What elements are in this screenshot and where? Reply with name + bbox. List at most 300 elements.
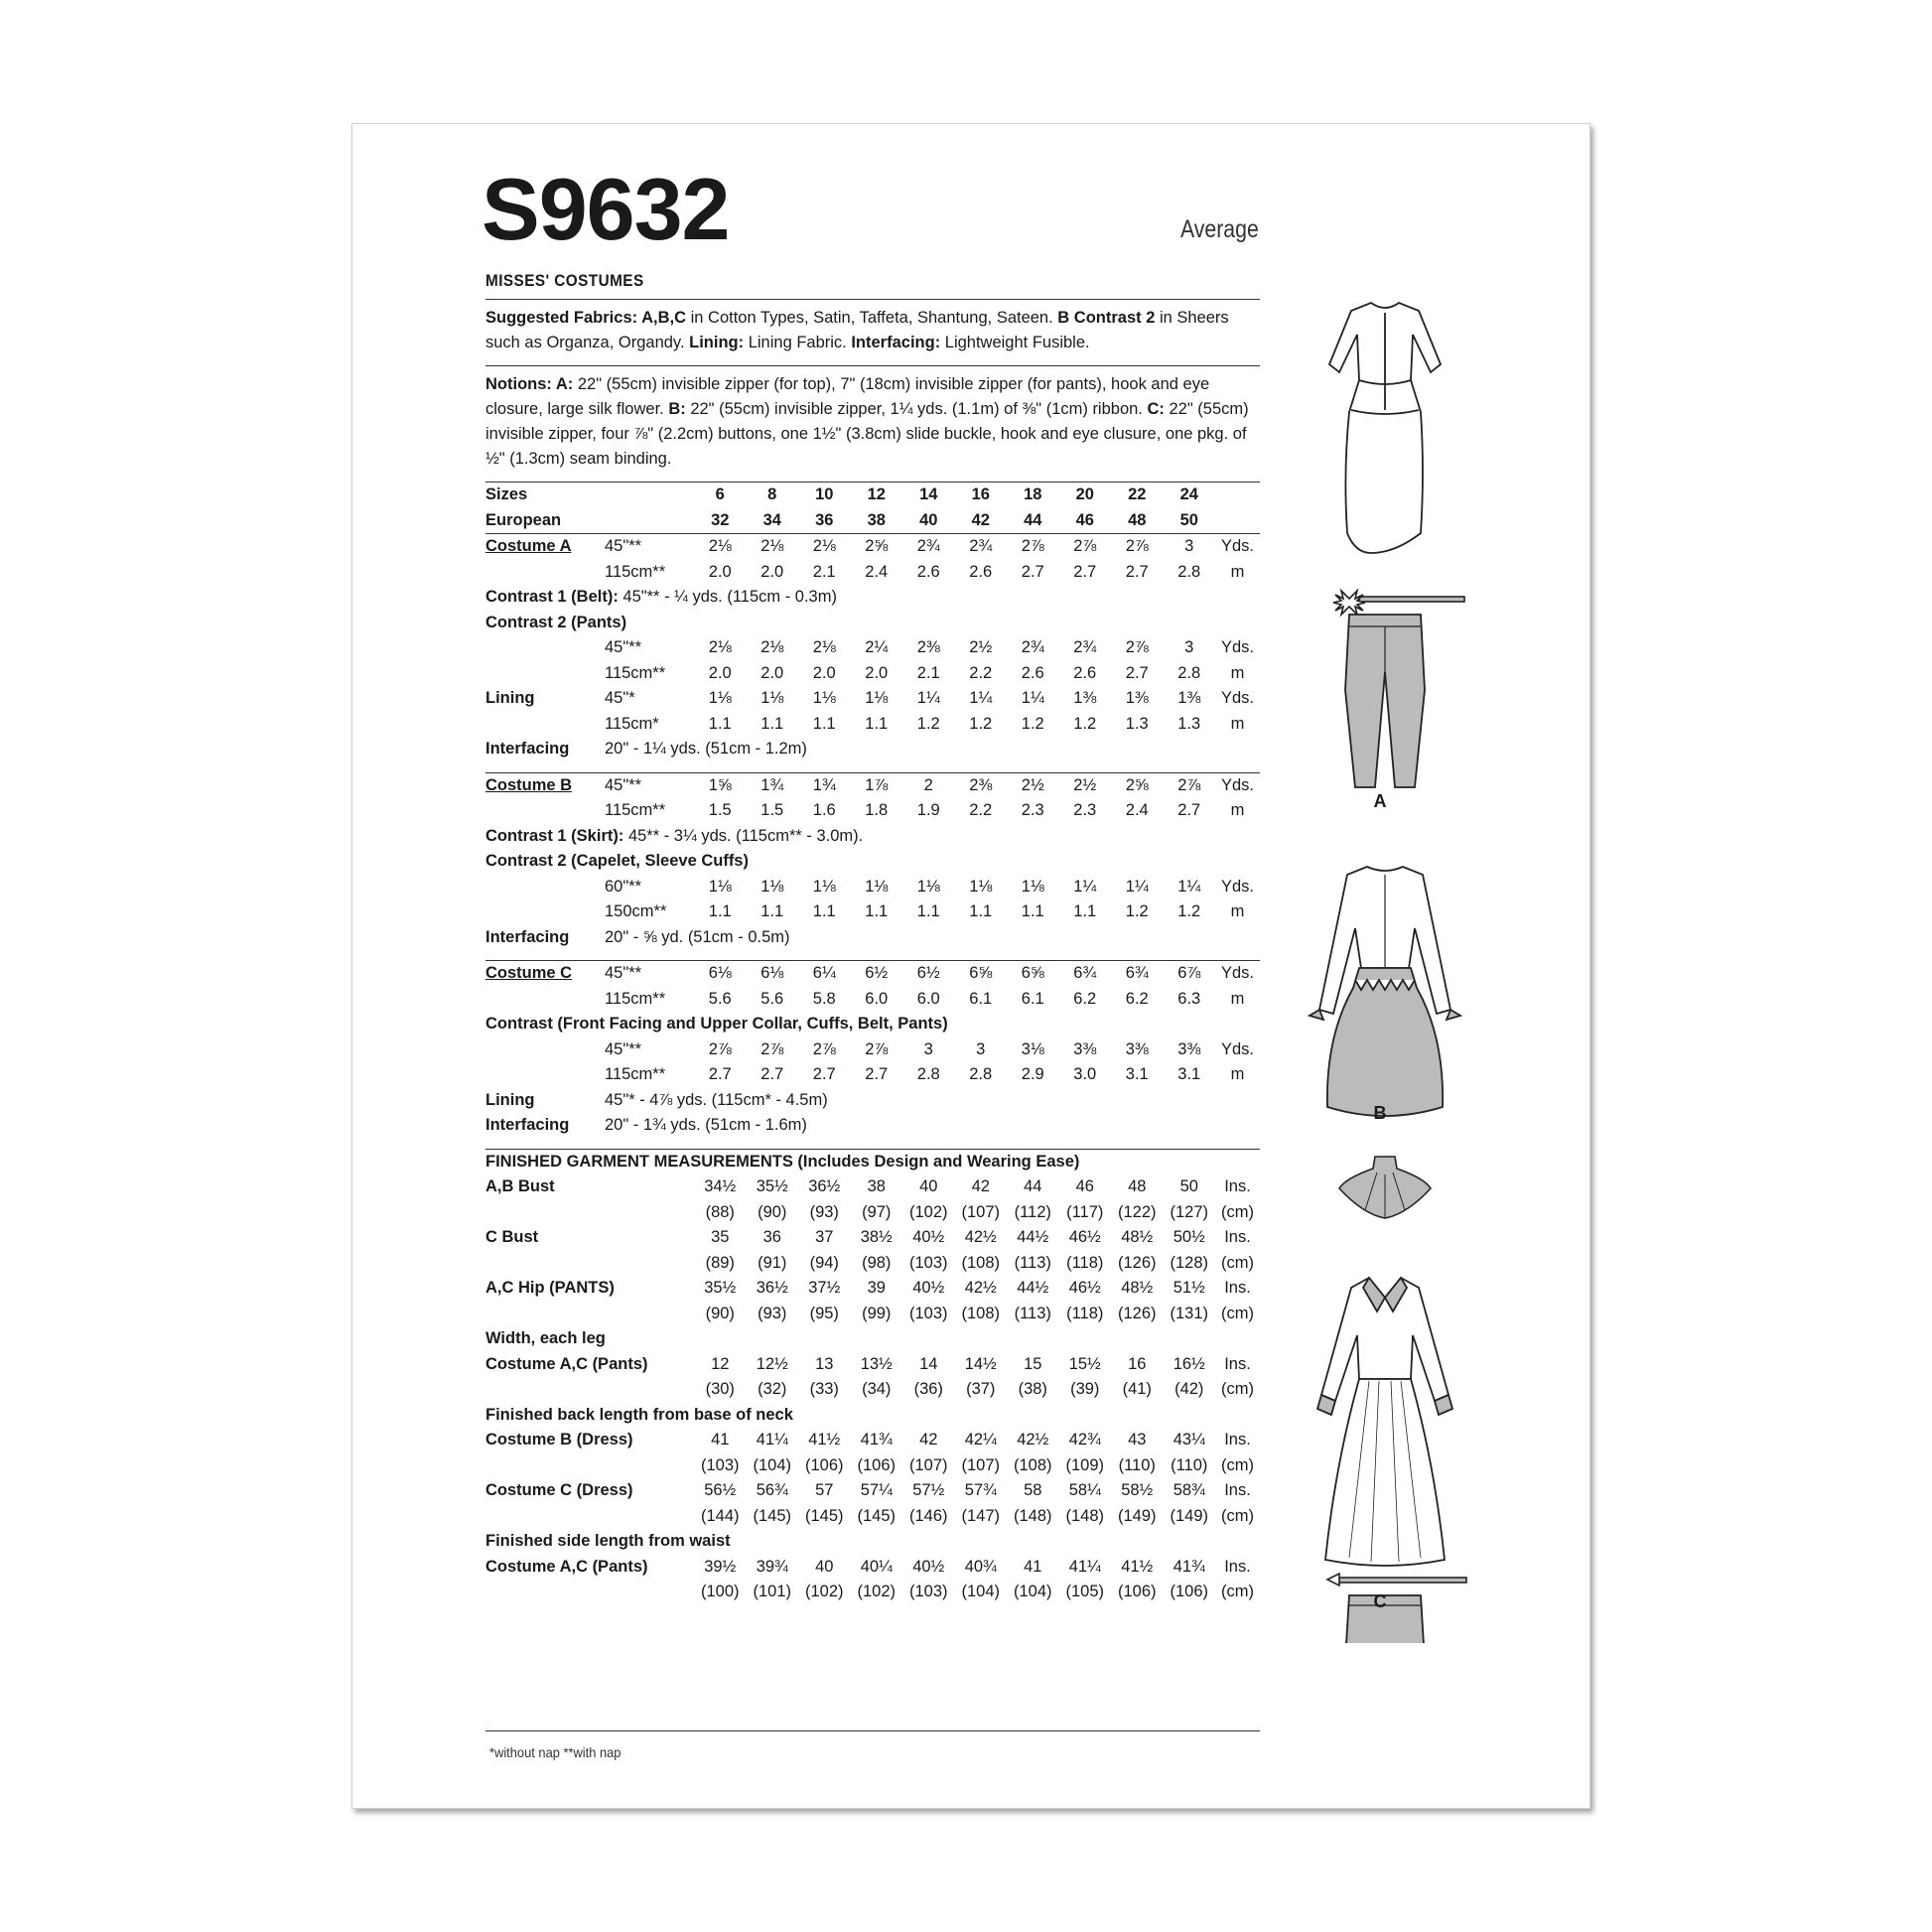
size-value: 2⅞	[1125, 638, 1149, 657]
size-value: 1⅛	[865, 689, 889, 708]
size-value: 1⅝	[694, 772, 747, 798]
size-value: 3⅜	[1073, 1039, 1097, 1058]
size-value: 2⅝	[1111, 772, 1164, 798]
width-heading	[485, 1326, 1260, 1352]
c-bust-cm	[485, 1251, 1260, 1277]
size-value: 2.0	[812, 663, 836, 682]
unit: (cm)	[1221, 1455, 1254, 1474]
size-value: 40	[815, 1557, 834, 1576]
size-value: (39)	[1070, 1380, 1100, 1399]
row-label: Interfacing	[485, 927, 570, 946]
fabric-width: 45"*	[605, 689, 635, 708]
row-text: 20" - 1¼ yds. (51cm - 1.2m)	[605, 740, 807, 759]
suggested-fabrics: Suggested Fabrics: A,B,C in Cotton Types, Satin, Taffeta, Shantung, Sateen. B Contrast 2 in Sheers such as Organza, Organdy. Lining: Lining Fabric. Interfacing: Lightweight Fusible.	[485, 309, 1229, 351]
size-eu: 40	[919, 510, 938, 529]
size-value: 1.2	[916, 714, 940, 733]
size-value: 42½	[964, 1279, 997, 1298]
view-sketches	[1286, 273, 1484, 1643]
spacer	[485, 950, 1260, 961]
size-value: 41¼	[1068, 1557, 1101, 1576]
size-value: 40½	[912, 1228, 945, 1247]
size-value: 1¼	[1073, 877, 1097, 896]
side-length-cm	[485, 1580, 1260, 1605]
size-value: 2.3	[1073, 801, 1097, 820]
size-value: 2.0	[708, 663, 732, 682]
size-value: 2.2	[969, 663, 993, 682]
size-value: 1.5	[760, 801, 784, 820]
size-value: (104)	[961, 1583, 1001, 1601]
size-value: 2.8	[1177, 562, 1201, 581]
back-length-b-in	[485, 1428, 1260, 1453]
skill-level: Average	[1180, 215, 1259, 243]
size-value: 2½	[1059, 772, 1112, 798]
size-us: 20	[1059, 483, 1112, 508]
unit: Yds.	[1220, 1039, 1255, 1058]
size-value: 2.0	[708, 562, 732, 581]
ac-hip-in	[485, 1276, 1260, 1302]
size-us: 12	[851, 483, 903, 508]
size-eu: 34	[762, 510, 781, 529]
unit: Ins.	[1224, 1557, 1251, 1576]
size-value: (99)	[862, 1304, 892, 1322]
unit: Ins.	[1224, 1354, 1251, 1373]
size-value: (36)	[913, 1380, 943, 1399]
size-value: 2.1	[916, 663, 940, 682]
interfacing-row	[485, 925, 1260, 951]
size-value: 13	[815, 1354, 834, 1373]
row-label: Costume B (Dress)	[485, 1431, 633, 1449]
contrast2-row-metric	[485, 661, 1260, 687]
size-value: 42½	[964, 1228, 997, 1247]
row-label: Costume A,C (Pants)	[485, 1557, 648, 1576]
size-value: 2.7	[1125, 562, 1149, 581]
size-value: 6.0	[865, 989, 889, 1008]
size-value: 1⅛	[708, 877, 732, 896]
row-label: Width, each leg	[485, 1329, 606, 1348]
size-value: 1.3	[1177, 714, 1201, 733]
size-value: (145)	[753, 1506, 792, 1525]
back-length-b-cm	[485, 1453, 1260, 1479]
size-value: 37½	[808, 1279, 841, 1298]
size-value: 2.7	[1073, 562, 1097, 581]
size-value: 1.1	[760, 902, 784, 921]
row-label	[485, 899, 605, 925]
size-value: 3.1	[1125, 1065, 1149, 1084]
size-value: 5.6	[760, 989, 784, 1008]
back-length-heading	[485, 1403, 1260, 1429]
costume-c-row	[485, 961, 1260, 987]
size-value: (101)	[753, 1583, 792, 1601]
lining-row-metric	[485, 712, 1260, 738]
size-value: 2⅞	[812, 1039, 836, 1058]
size-value: (106)	[857, 1455, 897, 1474]
size-value: 1⅜	[1125, 689, 1149, 708]
size-value: 6¼	[798, 961, 851, 987]
size-value: 2⅞	[1111, 534, 1164, 560]
size-value: 2.6	[969, 562, 993, 581]
contrast2-row-metric	[485, 899, 1260, 925]
nap-footnote: *without nap **with nap	[489, 1744, 621, 1760]
size-value: 2.6	[1073, 663, 1097, 682]
size-value: 6.0	[916, 989, 940, 1008]
lining-row	[485, 1088, 1260, 1114]
size-value: 1⅜	[1177, 689, 1201, 708]
size-value: (104)	[753, 1455, 792, 1474]
size-value: 39¾	[756, 1557, 788, 1576]
size-value: 3⅛	[1021, 1039, 1044, 1058]
size-value: 2⅝	[851, 534, 903, 560]
row-label: Costume A,C (Pants)	[485, 1354, 648, 1373]
size-value: 6⅝	[955, 961, 1008, 987]
back-length-c-cm	[485, 1504, 1260, 1530]
size-eu: 50	[1179, 510, 1198, 529]
european-sizes-row	[485, 508, 1260, 534]
size-value: 57¾	[964, 1481, 997, 1500]
row-label: Contrast (Front Facing and Upper Collar, Cuffs, Belt, Pants)	[485, 1015, 948, 1034]
size-value: 38	[867, 1177, 886, 1196]
info-column	[485, 271, 1260, 1605]
c-bust-in	[485, 1225, 1260, 1251]
size-value: 40¼	[860, 1557, 893, 1576]
row-label	[485, 875, 605, 900]
size-value: 35	[711, 1228, 730, 1247]
size-value: 6½	[902, 961, 955, 987]
size-value: 1⅞	[851, 772, 903, 798]
unit: Ins.	[1224, 1279, 1251, 1298]
size-value: (131)	[1170, 1304, 1209, 1322]
view-label-b: B	[1373, 1103, 1387, 1123]
row-label: Contrast 1 (Skirt):	[485, 826, 624, 845]
size-value: (90)	[758, 1202, 787, 1221]
size-value: (127)	[1170, 1202, 1209, 1221]
size-value: 2½	[969, 638, 993, 657]
size-value: (108)	[1013, 1455, 1052, 1474]
side-length-in	[485, 1555, 1260, 1581]
size-us: 6	[694, 483, 747, 508]
size-value: 2⅛	[760, 638, 784, 657]
size-value: 41¾	[1173, 1557, 1205, 1576]
size-value: 1.1	[969, 902, 993, 921]
size-eu: 46	[1075, 510, 1094, 529]
size-value: 1.1	[865, 714, 889, 733]
view-label-c: C	[1373, 1591, 1387, 1611]
size-value: 3	[976, 1039, 986, 1058]
size-value: (103)	[908, 1583, 948, 1601]
size-value: 1.1	[708, 902, 732, 921]
size-value: 1.5	[708, 801, 732, 820]
size-value: 2⅛	[798, 534, 851, 560]
size-value: (100)	[700, 1583, 740, 1601]
row-label	[485, 635, 605, 661]
row-label: Finished side length from waist	[485, 1532, 731, 1551]
row-label: Interfacing	[485, 1116, 570, 1135]
size-value: 50	[1179, 1177, 1198, 1196]
size-value: 3⅜	[1177, 1039, 1201, 1058]
view-b-capelet-sketch	[1339, 1157, 1431, 1218]
size-value: 1.2	[1073, 714, 1097, 733]
costume-a-row-metric	[485, 560, 1260, 586]
size-value: 44½	[1017, 1279, 1049, 1298]
size-value: (91)	[758, 1253, 787, 1272]
fabric-width: 45"**	[605, 534, 694, 560]
contrast-row-values	[485, 1037, 1260, 1063]
row-text: 45"** - ¼ yds. (115cm - 0.3m)	[618, 588, 837, 607]
size-value: 2.8	[1177, 663, 1201, 682]
unit: m	[1230, 663, 1245, 682]
size-value: (110)	[1118, 1455, 1156, 1474]
size-value: 1.9	[916, 801, 940, 820]
contrast2-capelet-row	[485, 849, 1260, 875]
size-value: (108)	[961, 1253, 1001, 1272]
size-value: 39	[867, 1279, 886, 1298]
size-eu: 42	[971, 510, 990, 529]
size-value: 41	[711, 1431, 730, 1449]
size-value: (107)	[908, 1455, 948, 1474]
fabric-width: 45"**	[605, 638, 642, 657]
size-value: 2⅞	[1007, 534, 1059, 560]
row-label: Costume B	[485, 772, 605, 798]
unit: m	[1230, 562, 1245, 581]
size-value: 50½	[1173, 1228, 1205, 1247]
fabric-width: 45"**	[605, 961, 694, 987]
row-label: Contrast 1 (Belt):	[485, 588, 619, 607]
size-value: 41	[1024, 1557, 1042, 1576]
size-value: 2.7	[812, 1065, 836, 1084]
size-eu: 32	[711, 510, 730, 529]
size-value: (94)	[809, 1253, 839, 1272]
size-value: 6.2	[1073, 989, 1097, 1008]
row-label: C Bust	[485, 1228, 539, 1247]
row-label: Interfacing	[485, 740, 570, 759]
size-value: 2⅞	[1164, 772, 1216, 798]
size-value: 41¾	[860, 1431, 893, 1449]
unit: Yds.	[1220, 638, 1255, 657]
row-label: Contrast 2 (Capelet, Sleeve Cuffs)	[485, 852, 749, 871]
view-c-belt-sketch	[1327, 1574, 1466, 1586]
unit: (cm)	[1221, 1202, 1254, 1221]
row-label: Lining	[485, 689, 535, 708]
size-value: 1⅛	[1021, 877, 1044, 896]
size-value: (110)	[1171, 1455, 1208, 1474]
row-label: Finished back length from base of neck	[485, 1405, 793, 1424]
size-value: 58½	[1121, 1481, 1154, 1500]
costume-c-row-metric	[485, 987, 1260, 1013]
size-value: 35½	[704, 1279, 737, 1298]
size-value: 6⅞	[1164, 961, 1216, 987]
fabric-width: 115cm**	[605, 801, 666, 820]
contrast1-skirt-row	[485, 824, 1260, 850]
unit: (cm)	[1221, 1583, 1254, 1601]
size-eu: 38	[867, 510, 886, 529]
size-value: 1⅛	[865, 877, 889, 896]
size-value: 36½	[756, 1279, 788, 1298]
unit: Ins.	[1224, 1177, 1251, 1196]
pattern-number: S9632	[482, 160, 730, 258]
size-value: (118)	[1066, 1253, 1104, 1272]
view-b-dress-sketch	[1310, 867, 1460, 1116]
size-value: 2	[902, 772, 955, 798]
measurements-table	[485, 1149, 1260, 1605]
size-value: (146)	[908, 1506, 948, 1525]
size-value: 1.6	[812, 801, 836, 820]
size-us: 14	[902, 483, 955, 508]
fabric-width: 115cm**	[605, 562, 666, 581]
yardage-table	[485, 482, 1260, 1149]
size-value: 6⅛	[694, 961, 747, 987]
size-value: (106)	[1170, 1583, 1209, 1601]
size-value: 40	[919, 1177, 938, 1196]
size-value: (122)	[1117, 1202, 1157, 1221]
size-value: 40½	[912, 1557, 945, 1576]
unit: Yds.	[1215, 772, 1260, 798]
unit: m	[1230, 801, 1245, 820]
contrast-row	[485, 1012, 1260, 1037]
size-value: (93)	[758, 1304, 787, 1322]
size-value: 34½	[704, 1177, 737, 1196]
size-value: (149)	[1117, 1506, 1157, 1525]
size-value: (113)	[1014, 1253, 1051, 1272]
row-label: A,B Bust	[485, 1177, 555, 1196]
size-value: 2.7	[760, 1065, 784, 1084]
view-c-dress-sketch	[1317, 1278, 1452, 1566]
size-value: (117)	[1066, 1202, 1104, 1221]
size-us: 16	[955, 483, 1008, 508]
size-value: 1⅛	[760, 689, 784, 708]
size-value: 3⅜	[1125, 1039, 1149, 1058]
size-us: 8	[747, 483, 799, 508]
size-value: 42¼	[964, 1431, 997, 1449]
costume-b-row-metric	[485, 798, 1260, 824]
size-value: (103)	[908, 1304, 948, 1322]
unit: Yds.	[1220, 689, 1255, 708]
size-value: 15	[1024, 1354, 1042, 1373]
size-value: 1¼	[969, 689, 993, 708]
sizes-label: Sizes	[485, 483, 605, 508]
size-value: 6.1	[969, 989, 993, 1008]
row-label: FINISHED GARMENT MEASUREMENTS (Includes Design and Wearing Ease)	[485, 1152, 1080, 1171]
size-value: 46	[1075, 1177, 1094, 1196]
size-value: 2.3	[1021, 801, 1044, 820]
fabric-width: 115cm**	[605, 989, 666, 1008]
leg-width-cm	[485, 1377, 1260, 1403]
size-value: 43	[1128, 1431, 1147, 1449]
size-value: 2⅞	[760, 1039, 784, 1058]
row-label: Contrast 2 (Pants)	[485, 613, 627, 631]
size-us: 24	[1164, 483, 1216, 508]
size-value: 16½	[1173, 1354, 1205, 1373]
size-value: 2.6	[1021, 663, 1044, 682]
row-text: 45"* - 4⅞ yds. (115cm* - 4.5m)	[605, 1090, 828, 1109]
spacer	[485, 1139, 1260, 1149]
size-value: 2¾	[955, 534, 1008, 560]
notions: Notions: A: 22" (55cm) invisible zipper (for top), 7" (18cm) invisible zipper (for pants), hook and eye closure, large silk flower. B: 22" (55cm) invisible zipper, 1¼ yds. (1.1m) of ⅜" (1cm) ribbon. C: 22" (55cm) invisible zipper, four ⅞" (2.2cm) buttons, one 1½" (3.8cm) slide buckle, hook and eye clusure, one pkg. of ½" (1.3cm) seam binding.	[485, 375, 1249, 468]
size-value: 2¾	[902, 534, 955, 560]
size-value: 2¾	[1073, 638, 1097, 657]
size-value: 1¼	[916, 689, 940, 708]
size-value: 2⅜	[955, 772, 1008, 798]
size-value: 1.8	[865, 801, 889, 820]
ac-hip-cm	[485, 1302, 1260, 1327]
size-value: (102)	[804, 1583, 844, 1601]
contrast2-row	[485, 875, 1260, 900]
size-value: (30)	[705, 1380, 735, 1399]
size-value: 3	[1184, 638, 1194, 657]
size-value: 1¼	[1021, 689, 1044, 708]
interfacing-row	[485, 1113, 1260, 1139]
size-value: (144)	[700, 1506, 740, 1525]
size-value: 1.1	[865, 902, 889, 921]
size-value: 1⅛	[708, 689, 732, 708]
size-value: 40½	[912, 1279, 945, 1298]
fabric-width: 60"**	[605, 877, 642, 896]
size-value: 1.1	[708, 714, 732, 733]
row-label: Lining	[485, 1090, 535, 1109]
size-value: (118)	[1066, 1304, 1104, 1322]
size-value: (107)	[961, 1202, 1001, 1221]
size-value: 1.2	[1125, 902, 1149, 921]
size-eu: 36	[815, 510, 834, 529]
size-value: 14	[919, 1354, 938, 1373]
unit: m	[1230, 902, 1245, 921]
size-value: (103)	[700, 1455, 740, 1474]
row-label	[485, 798, 605, 824]
european-label: European	[485, 510, 562, 529]
size-value: 56½	[704, 1481, 737, 1500]
size-value: 1.1	[1021, 902, 1044, 921]
size-value: 2⅜	[916, 638, 940, 657]
size-value: 1⅛	[812, 689, 836, 708]
size-value: 13½	[860, 1354, 893, 1373]
size-value: 2⅞	[865, 1039, 889, 1058]
fabric-width: 45"**	[605, 1039, 642, 1058]
size-value: 6⅛	[747, 961, 799, 987]
unit: Yds.	[1215, 961, 1260, 987]
size-value: (98)	[862, 1253, 892, 1272]
size-value: 6½	[851, 961, 903, 987]
size-value: 2¼	[865, 638, 889, 657]
size-value: (145)	[857, 1506, 897, 1525]
size-value: (106)	[1117, 1583, 1157, 1601]
size-value: 1.1	[812, 714, 836, 733]
size-value: 6⅝	[1007, 961, 1059, 987]
row-text: 20" - 1¾ yds. (51cm - 1.6m)	[605, 1116, 807, 1135]
size-value: 6.1	[1021, 989, 1044, 1008]
size-value: 2.7	[1177, 801, 1201, 820]
size-value: 1.1	[812, 902, 836, 921]
view-label-a: A	[1373, 791, 1387, 811]
size-value: 5.6	[708, 989, 732, 1008]
size-value: 48½	[1121, 1228, 1154, 1247]
row-label	[485, 712, 605, 738]
size-value: 2⅛	[708, 638, 732, 657]
size-value: 37	[815, 1228, 834, 1247]
size-value: (105)	[1065, 1583, 1105, 1601]
size-value: 41½	[808, 1431, 841, 1449]
row-label: Costume A	[485, 534, 605, 560]
size-value: (108)	[961, 1304, 1001, 1322]
size-value: 2¾	[1021, 638, 1044, 657]
size-value: 12	[711, 1354, 730, 1373]
size-value: 41½	[1121, 1557, 1154, 1576]
size-value: 39½	[704, 1557, 737, 1576]
size-value: 1.1	[760, 714, 784, 733]
view-a-top-sketch	[1329, 303, 1441, 553]
size-value: 2.7	[1125, 663, 1149, 682]
row-label	[485, 987, 605, 1013]
size-value: 58¾	[1173, 1481, 1205, 1500]
size-value: (102)	[857, 1583, 897, 1601]
size-value: (34)	[862, 1380, 892, 1399]
